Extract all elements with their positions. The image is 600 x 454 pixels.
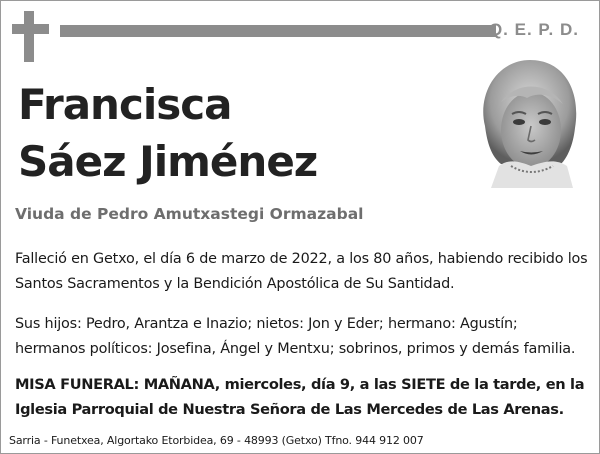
death-notice-line: Santos Sacramentos y la Bendición Apostólica de Su Santidad. <box>15 276 455 292</box>
rip-label: Q. E. P. D. <box>488 20 579 39</box>
funeral-mass-line: Iglesia Parroquial de Nuestra Señora de Las Mercedes de Las Arenas. <box>15 401 564 418</box>
family-line: hermanos políticos: Josefina, Ángel y Mentxu; sobrinos, primos y demás familia. <box>15 341 576 357</box>
funeral-home-footer: Sarria - Funetxea, Algortako Etorbidea, 69 - 48993 (Getxo) Tfno. 944 912 007 <box>9 434 424 447</box>
deceased-portrait-photo <box>475 54 585 188</box>
deceased-first-name: Francisca <box>18 80 232 129</box>
header-divider-bar <box>60 25 496 37</box>
death-notice-paragraph <box>15 247 589 297</box>
funeral-mass-line: MISA FUNERAL: MAÑANA, miercoles, día 9, a las SIETE de la tarde, en la <box>15 376 585 393</box>
funeral-mass-paragraph <box>15 372 589 422</box>
cross-icon-vertical <box>24 11 34 62</box>
widow-of-line: Viuda de Pedro Amutxastegi Ormazabal <box>15 205 364 223</box>
cross-icon-horizontal <box>12 24 49 34</box>
family-paragraph <box>15 312 589 362</box>
deceased-surname: Sáez Jiménez <box>18 137 318 186</box>
family-line: Sus hijos: Pedro, Arantza e Inazio; nietos: Jon y Eder; hermano: Agustín; <box>15 316 518 332</box>
death-notice-line: Falleció en Getxo, el día 6 de marzo de 2022, a los 80 años, habiendo recibido los <box>15 251 588 267</box>
